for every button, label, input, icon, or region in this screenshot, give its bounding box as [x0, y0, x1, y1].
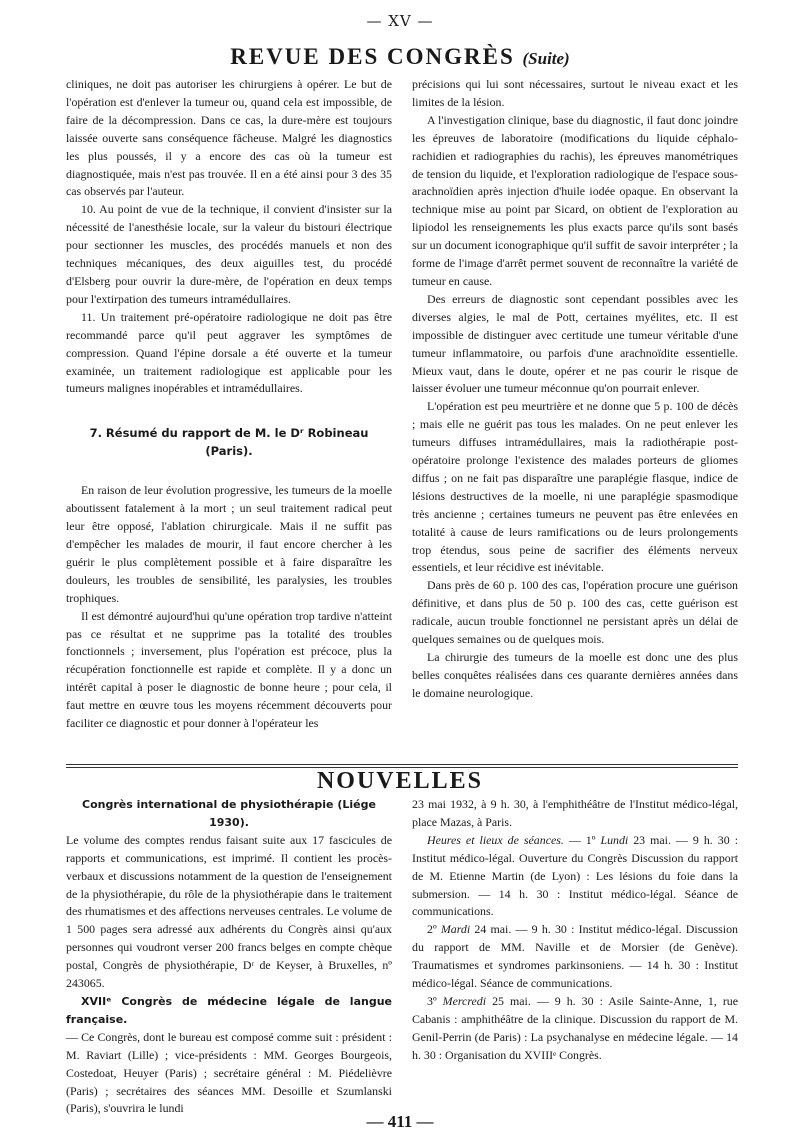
schedule-text: 25 mai. — 9 h. 30 : Asile Sainte-Anne, 1, rue Cabanis : amphithéâtre de la clinique. Discussion du rapport de M. Genil-Perrin (de Paris) : La psychanalyse en médecine légale. — 14 h. 30 : Organisation du XVIIIᵉ Congrès.	[412, 993, 738, 1062]
paragraph: Des erreurs de diagnostic sont cependant possibles avec les diverses algies, le mal de Pott, certaines myélites, etc. Il est impossible de distinguer avec certitude une tumeur véritable d'une tumeur inflammatoire, ou parfois d'une arachnoïdite essentielle. Mieux vaut, dans le doute, opérer et ne pas courir le risque de laisser évoluer une tumeur méconnue qu'on pourrait enlever.	[412, 291, 738, 396]
left-column-nouvelles	[66, 796, 392, 1118]
day-label: Lundi	[600, 832, 629, 847]
left-column-top	[66, 76, 392, 733]
news-item-title	[66, 993, 392, 1029]
running-head-suffix: (Suite)	[522, 49, 570, 68]
paragraph: Dans près de 60 p. 100 des cas, l'opération procure une guérison définitive, et dans plus de 50 p. 100 des cas, cette guérison est radicale, aucun trouble fonctionnel ne persistant après un délai de quelques semaines ou de quelques mois.	[412, 578, 738, 647]
paragraph	[412, 921, 738, 993]
paragraph: En raison de leur évolution progressive, les tumeurs de la moelle aboutissent fatalement à la mort ; un seul traitement radical peut leur être opposé, l'ablation chirurgicale. Mais il ne suffit pas d'empêcher les malades de mourir, il faut encore chercher à les guérir le plus complètement possible et à faire disparaître les douleurs, les troubles de sensibilité, les paralysies, les troubles trophiques.	[66, 483, 392, 605]
divider-rule	[66, 764, 738, 765]
news-title: Congrès international de physiothérapie (Liége 1930).	[82, 798, 376, 829]
paragraph	[412, 993, 738, 1065]
paragraph: Le volume des comptes rendus faisant suite aux 17 fascicules de rapports et communications, est imprimé. Il contient les procès-verbaux et discussions notamment de la question de l'enseignement de la physiothérapie, du rôle de la physiothérapie dans le traitement des rhumatismes et des affections nerveuses centrales. Le volume de 1 500 pages sera adressé aux adhérents du Congrès ainsi qu'aux personnes qui voudront verser 200 francs belges en compte chèque postal, Congrès de physiothérapie, Dʳ de Keyser, à Bruxelles, nº 243065.	[66, 832, 392, 991]
news-title: XVIIᵉ Congrès de médecine légale de langue française.	[66, 994, 392, 1026]
running-head	[0, 44, 800, 70]
page-number: — 411 —	[366, 1112, 434, 1131]
news-item-title	[66, 796, 392, 832]
nouvelles-heading: NOUVELLES	[316, 768, 484, 794]
schedule-text: 24 mai. — 9 h. 30 : Institut médico-légal. Discussion du rapport de MM. Naville et de Morsier (de Genève). Traumatismes et syndromes parkinsoniens. — 14 h. 30 : Institut médico-légal. Séance de communications.	[412, 922, 738, 991]
right-column-top	[412, 76, 738, 703]
folio: — XV —	[366, 12, 434, 30]
ordinal: 3º	[427, 993, 443, 1008]
section-heading: 7. Résumé du rapport de M. le Dʳ Robineau (Paris).	[89, 426, 369, 459]
day-label: Mardi	[440, 922, 471, 937]
running-head-title: REVUE DES CONGRÈS	[230, 44, 515, 69]
paragraph	[412, 832, 738, 922]
schedule-text: 23 mai. — 9 h. 30 : Institut médico-légal. Ouverture du Congrès Discussion du rapport de M. Etienne Martin (de Lyon) : Les lésions du foie dans la submersion. — 14 h. 30 : Institut médico-légal. Séance de communications.	[412, 832, 739, 919]
paragraph: Il est démontré aujourd'hui qu'une opération trop tardive n'atteint pas ce résultat et ne supprime pas la totalité des troubles fonctionnels ; inversement, plus l'opération est précoce, plus la récupération fonctionnelle est rapide et complète. Il y a donc un intérêt capital à poser le diagnostic de bonne heure ; pour cela, il faut mettre en œuvre tous les moyens récemment découverts pour faciliter ce diagnostic et pour donner à l'opérateur les	[66, 608, 392, 731]
italic-label: Heures et lieux de séances.	[427, 832, 564, 847]
paragraph: A l'investigation clinique, base du diagnostic, il faut donc joindre les épreuves de laboratoire (modifications du liquide céphalo-rachidien et radiographies du rachis), les épreuves manométriques de tension du liquide, et l'exploration radiologique de l'espace sous-arachnoïdien après injection d'huile iodée opaque. En observant la technique mise au point par Sicard, on obtient de l'exploration au lipiodol les renseignements les plus exacts parce qu'ils sont basés sur un document iconographique qu'il suffit de savoir interpréter ; la forme de l'image d'arrêt permet souvent de reconnaître la variété de tumeur en cause.	[412, 112, 738, 288]
right-column-nouvelles	[412, 796, 738, 1065]
separator: — 1º	[563, 832, 601, 847]
paragraph: cliniques, ne doit pas autoriser les chirurgiens à opérer. Le but de l'opération est d'enlever la tumeur ou, quand cela est impossible, de faire de la décompression. Dans ce cas, la dure-mère est toujours laissée ouverte sans conséquence fâcheuse. Malgré les diagnostics les plus poussés, il y a encore des cas où la tumeur est diagnostiquée, mais n'est pas trouvée. Il en a été ainsi pour 3 des 35 cas observés par l'auteur.	[66, 77, 392, 199]
paragraph: — Ce Congrès, dont le bureau est composé comme suit : président : M. Raviart (Lille) ; vice-présidents : MM. Georges Bourgeois, Costedoat, Heuyer (Paris) ; secrétaire général : M. Piédelièvre (Paris) ; secrétaires des séances MM. Desoille et Szumlanski (Paris), s'ouvrira le lundi	[66, 1029, 392, 1116]
paragraph: La chirurgie des tumeurs de la moelle est donc une des plus belles conquêtes réalisées dans ces quarante dernières années dans le domaine neurologique.	[412, 650, 738, 700]
paragraph: 11. Un traitement pré-opératoire radiologique ne doit pas être recommandé parce qu'il peut aggraver les symptômes de compression. Quand l'épine dorsale a été ouverte et la tumeur examinée, un traitement radiologique est applicable pour les tumeurs malignes inopérables et intramédullaires.	[66, 309, 392, 396]
paragraph: 10. Au point de vue de la technique, il convient d'insister sur la nécessité de l'anesthésie locale, sur la valeur du bistouri électrique pour sectionner les muscles, des procédés manuels et non des techniques mécaniques, des deux aiguilles test, du procédé d'Elsberg pour ouvrir la dure-mère, de l'opération en deux temps pour l'extirpation des tumeurs intramédullaires.	[66, 202, 392, 306]
ordinal: 2º	[427, 922, 441, 937]
day-label: Mercredi	[442, 993, 487, 1008]
paragraph: précisions qui lui sont nécessaires, surtout le niveau exact et les limites de la lésion.	[412, 77, 738, 109]
paragraph: 23 mai 1932, à 9 h. 30, à l'emphithéâtre de l'Institut médico-légal, place Mazas, à Paris.	[412, 797, 738, 829]
paragraph: L'opération est peu meurtrière et ne donne que 5 p. 100 de décès ; mais elle ne guérit pas tous les malades. On ne peut enlever les tumeurs diffuses intramédullaires, mais la radiothérapie post-opératoire prolonge l'existence des malades porteurs de gliomes diffus ; on ne fait pas disparaître une paraplégie flasque, indice de lésions destructives de la moelle, ni une paraplégie spasmodique très ancienne ; certaines tumeurs ne peuvent pas être enlevées en totalité à cause de leurs ramifications ou de leurs prolongements trop étendus, sous peine de sacrifier des éléments nerveux essentiels, et leur récidive est inévitable.	[412, 399, 738, 575]
